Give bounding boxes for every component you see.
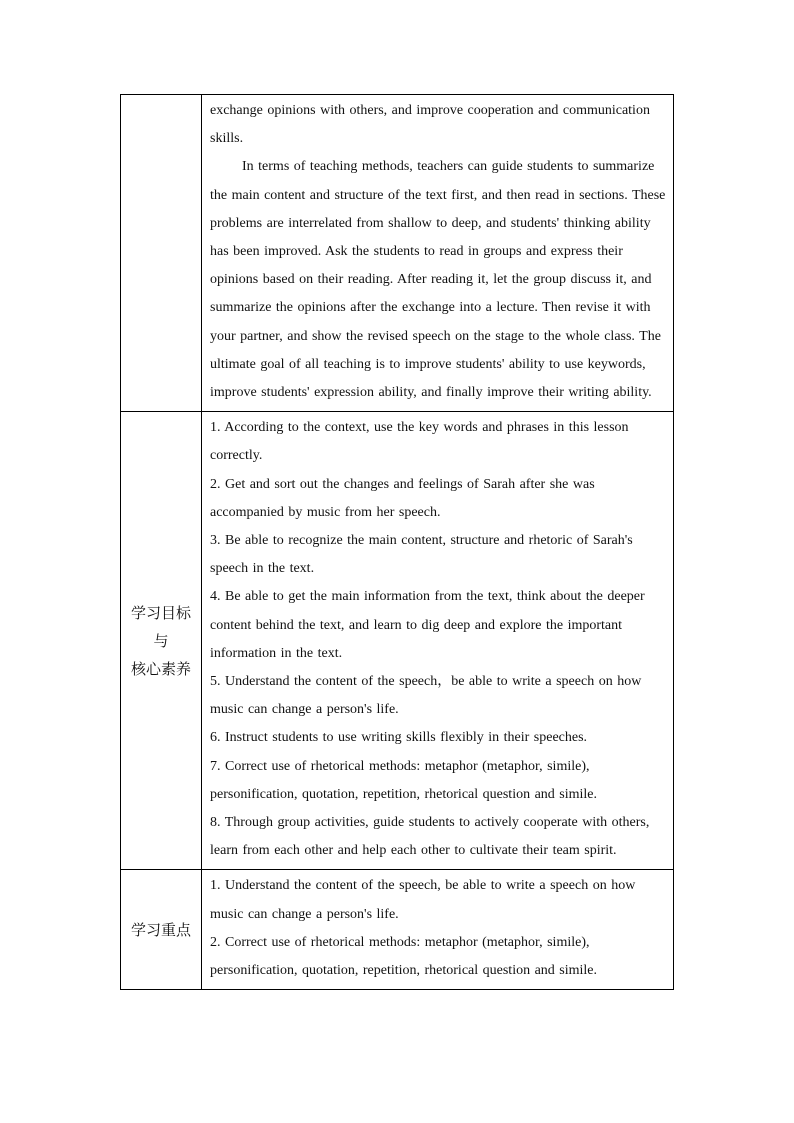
list-item: 7. Correct use of rhetorical methods: metaphor (metaphor, simile), personification, quotation, repetition, rhetorical question and simile. (210, 758, 598, 802)
paragraph: exchange opinions with others, and improve cooperation and communication skills. (210, 103, 650, 147)
table-row-teaching-methods (121, 95, 674, 412)
list-item: 6. Instruct students to use writing skills flexibly in their speeches. (210, 730, 588, 746)
list-item: 8. Through group activities, guide students to actively cooperate with others, learn from each other and help each other to cultivate their team spirit. (210, 815, 650, 859)
list-item: 5. Understand the content of the speech，be able to write a speech on how music can change a person's life. (210, 674, 642, 718)
lesson-plan-table (120, 94, 674, 990)
row-label-objectives (121, 412, 202, 870)
row-label-empty (121, 95, 202, 412)
row-label-key-points (121, 870, 202, 990)
label-line: 学习重点 (130, 920, 191, 939)
row-content-key-points (202, 870, 674, 990)
paragraph: In terms of teaching methods, teachers can guide students to summarize the main content and structure of the text first, and then read in sections. These problems are interrelated from shallow to deep, and students' thinking ability has been improved. Ask the students to read in groups and express their opinions based on their reading. After reading it, let the group discuss it, and summarize the opinions after the exchange into a lecture. Then revise it with your partner, and show the revised speech on the stage to the whole class. The ultimate goal of all teaching is to improve students' ability to use keywords, improve students' expression ability, and finally improve their writing ability. (210, 159, 666, 401)
label-line: 核心素养 (130, 659, 191, 678)
label-line: 与 (153, 631, 169, 650)
list-item: 2. Get and sort out the changes and feelings of Sarah after she was accompanied by music from her speech. (210, 476, 595, 520)
row-content-teaching-methods (202, 95, 674, 412)
list-item: 4. Be able to get the main information from the text, think about the deeper content behind the text, and learn to dig deep and explore the important information in the text. (210, 589, 645, 661)
list-item: 1. Understand the content of the speech, be able to write a speech on how music can change a person's life. (210, 878, 636, 922)
list-item: 2. Correct use of rhetorical methods: metaphor (metaphor, simile), personification, quotation, repetition, rhetorical question and simile. (210, 934, 598, 979)
list-item: 3. Be able to recognize the main content, structure and rhetoric of Sarah's speech in the text. (210, 533, 633, 577)
lesson-plan-page (120, 94, 674, 990)
label-line: 学习目标 (130, 603, 191, 622)
table-row-key-points (121, 870, 674, 990)
table-row-objectives (121, 412, 674, 870)
row-content-objectives (202, 412, 674, 870)
list-item: 1. According to the context, use the key words and phrases in this lesson correctly. (210, 420, 629, 464)
